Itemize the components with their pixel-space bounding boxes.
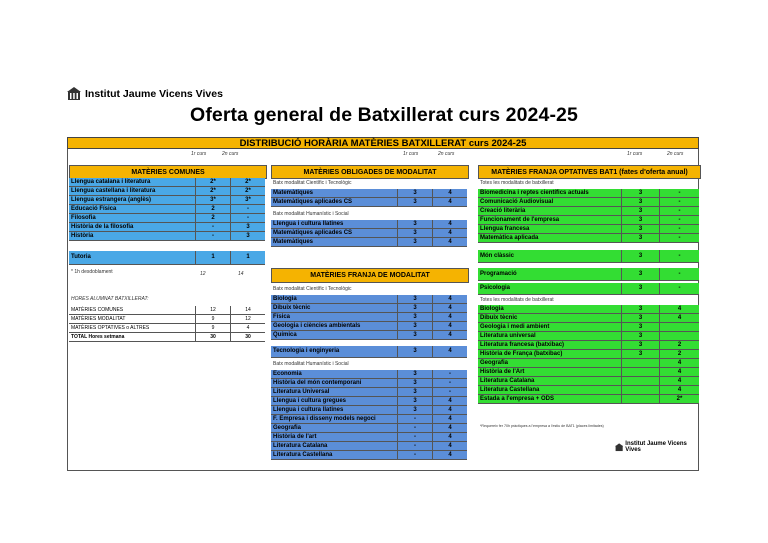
building-icon — [67, 87, 81, 101]
subject-name: Economia — [273, 371, 302, 377]
hours-second-year: 2 — [659, 341, 699, 349]
optatives-sub-1: Totes les modalitats de batxillerat — [480, 180, 554, 186]
subject-name: Programació — [480, 271, 517, 277]
table-row — [478, 216, 699, 225]
hours-second-year: 4 — [432, 229, 467, 237]
hours-first-year — [621, 395, 659, 403]
hores-title: HORES ALUMNAT BATXILLERAT: — [71, 296, 149, 302]
hours-first-year: 3 — [621, 198, 659, 206]
hours-second-year: 4 — [432, 451, 467, 459]
subject-name: Matemàtiques — [273, 239, 314, 245]
subject-name: Creació literària — [480, 208, 526, 214]
hours-first-year: 3 — [397, 198, 432, 206]
hours-second-year: 4 — [432, 322, 467, 330]
hours-second-year: 4 — [659, 386, 699, 394]
hours-second-year: 3* — [230, 196, 265, 204]
hours-second-year: 14 — [230, 306, 265, 314]
subject-name: Literatura Catalana — [273, 443, 328, 449]
hours-first-year: 3 — [621, 323, 659, 331]
subject-name: Geografia — [273, 425, 302, 431]
table-row — [271, 397, 467, 406]
table-row — [478, 225, 699, 234]
hours-first-year: 3 — [397, 322, 432, 330]
table-row — [271, 424, 467, 433]
table-row — [271, 451, 467, 460]
hours-first-year: 3 — [397, 331, 432, 339]
subject-name: Comunicació Audiovisual — [480, 199, 554, 205]
hours-second-year: 4 — [659, 359, 699, 367]
hours-second-year: 4 — [432, 198, 467, 206]
table-row — [69, 214, 265, 223]
hours-first-year: 1 — [195, 251, 230, 264]
footer-school-name: Institut Jaume Vicens Vives — [625, 441, 687, 453]
hours-second-year: 4 — [432, 295, 467, 303]
hours-first-year: 3 — [397, 304, 432, 312]
comunes-header-title: MATÈRIES COMUNES — [131, 168, 205, 176]
hours-first-year: 9 — [195, 315, 230, 323]
distribution-table — [67, 149, 699, 471]
hours-second-year: 4 — [432, 313, 467, 321]
col-header-second-year: 2n curs — [222, 151, 239, 157]
table-row — [69, 178, 265, 187]
hours-first-year: - — [397, 451, 432, 459]
hours-second-year: 4 — [432, 406, 467, 414]
hours-first-year: 3 — [621, 332, 659, 340]
col-header-second-year: 2n curs — [438, 151, 455, 157]
hours-second-year: 4 — [432, 238, 467, 246]
hours-first-year: 3 — [397, 313, 432, 321]
subject-name: Educació Física — [71, 206, 117, 212]
desdoblament-note: * 1h desdoblament — [71, 269, 113, 275]
table-row — [69, 251, 265, 265]
subject-name: Literatura francesa (batxibac) — [480, 342, 565, 348]
hours-first-year: 3 — [621, 189, 659, 197]
table-row — [69, 333, 265, 342]
table-row — [271, 304, 467, 313]
table-row — [478, 283, 699, 295]
subject-name: Matemàtica aplicada — [480, 235, 539, 241]
subject-name: Llengua i cultura llatines — [273, 221, 344, 227]
subject-name: Llengua francesa — [480, 226, 530, 232]
franja-sub-hs: Batx modalitat Humanístic i Social — [273, 361, 349, 367]
hours-first-year: 9 — [195, 324, 230, 332]
subject-name: MATÈRIES MODALITAT — [71, 316, 126, 322]
table-row — [478, 323, 699, 332]
col-header-second-year: 2n curs — [667, 151, 684, 157]
table-row — [271, 346, 467, 358]
school-logo — [67, 86, 223, 102]
subject-name: F. Empresa i disseny models negoci — [273, 416, 376, 422]
hours-first-year: 3 — [621, 283, 659, 294]
franja-header — [271, 268, 469, 283]
subject-name: Tutoria — [71, 254, 91, 260]
hours-second-year: 1 — [230, 251, 265, 264]
table-row — [69, 232, 265, 241]
subject-name: Llengua estrangera (anglès) — [71, 197, 152, 203]
subject-name: Química — [273, 332, 297, 338]
table-row — [478, 359, 699, 368]
hours-second-year: 3 — [230, 232, 265, 240]
hours-second-year: 4 — [432, 415, 467, 423]
franja-sub-ct: Batx modalitat Científic i Tecnològic — [273, 286, 352, 292]
optatives-header-title: MATÈRIES FRANJA OPTATIVES BAT1 (fates d'oferta anual) — [491, 168, 688, 176]
hours-first-year: 3 — [397, 388, 432, 396]
obligades-sub-hs: Batx modalitat Humanístic i Social — [273, 211, 349, 217]
hours-first-year: 3 — [397, 370, 432, 378]
hours-second-year: - — [432, 379, 467, 387]
hours-first-year: 2 — [195, 205, 230, 213]
hours-first-year: - — [397, 424, 432, 432]
subject-name: Història de l'art — [273, 434, 317, 440]
table-row — [69, 324, 265, 333]
subject-name: Literatura Universal — [273, 389, 330, 395]
subject-name: Biologia — [273, 296, 297, 302]
subject-name: Món clàssic — [480, 253, 515, 259]
col-header-first-year: 1r curs — [191, 151, 207, 157]
subject-name: Literatura Catalana — [480, 378, 535, 384]
table-row — [271, 189, 467, 198]
subject-name: Història de França (batxibac) — [480, 351, 563, 357]
hours-first-year: 3 — [397, 229, 432, 237]
hours-second-year: - — [659, 216, 699, 224]
hours-second-year: - — [432, 388, 467, 396]
subject-name: Literatura universal — [480, 333, 536, 339]
subject-name: Llengua i cultura llatines — [273, 407, 344, 413]
subject-name: Dibuix tècnic — [480, 315, 518, 321]
table-row — [478, 234, 699, 243]
hours-second-year: - — [659, 225, 699, 233]
subject-name: Biologia — [480, 306, 504, 312]
subject-name: Llengua catalana i literatura — [71, 179, 151, 185]
hours-second-year: 4 — [659, 314, 699, 322]
col-header-first-year: 1r curs — [627, 151, 643, 157]
hours-first-year: 12 — [195, 306, 230, 314]
hours-first-year: 3 — [621, 350, 659, 358]
hours-second-year: 3 — [230, 223, 265, 231]
work-experience-note: *Requereix fer 70h pràctiques a l'empresa a l'estiu de BAT1 (places limitades) — [480, 424, 604, 428]
hours-second-year: - — [659, 189, 699, 197]
subject-name: Història — [71, 233, 94, 239]
hours-first-year: 3 — [397, 189, 432, 197]
hours-second-year: 4 — [432, 397, 467, 405]
table-row — [478, 268, 699, 281]
hours-second-year: 4 — [432, 424, 467, 432]
subject-name: Tecnologia i enginyeria — [273, 348, 340, 354]
subject-name: Llengua castellana i literatura — [71, 188, 156, 194]
table-row — [69, 315, 265, 324]
subject-name: Història de l'Art — [480, 369, 525, 375]
subject-name: Biomedicina i reptes científics actuals — [480, 190, 589, 196]
hours-second-year: 4 — [432, 442, 467, 450]
table-row — [478, 305, 699, 314]
table-row — [478, 368, 699, 377]
page-title: Oferta general de Batxillerat curs 2024-25 — [190, 104, 578, 126]
hours-first-year: 30 — [195, 333, 230, 341]
subject-name: MATÈRIES COMUNES — [71, 307, 124, 313]
hours-second-year: 4 — [432, 346, 467, 357]
subject-name: Física — [273, 314, 291, 320]
hours-second-year: - — [659, 283, 699, 294]
hours-first-year: 3 — [397, 238, 432, 246]
table-row — [69, 306, 265, 315]
table-row — [271, 388, 467, 397]
hours-second-year: 30 — [230, 333, 265, 341]
hours-first-year: 3 — [621, 305, 659, 313]
subject-name: Estada a l'empresa + ODS — [480, 396, 554, 402]
table-row — [271, 442, 467, 451]
table-row — [478, 198, 699, 207]
table-row — [69, 205, 265, 214]
subject-name: Geologia i medi ambient — [480, 324, 550, 330]
hours-first-year: 3* — [195, 196, 230, 204]
obligades-header — [271, 165, 469, 179]
subject-name: MATÈRIES OPTATIVES o ALTRES — [71, 325, 150, 331]
table-row — [271, 295, 467, 304]
subject-name: Psicologia — [480, 285, 511, 291]
subject-name: Dibuix tècnic — [273, 305, 311, 311]
hours-first-year — [621, 377, 659, 385]
hours-second-year: - — [659, 198, 699, 206]
hours-second-year: 4 — [432, 189, 467, 197]
hours-first-year: - — [195, 232, 230, 240]
table-row — [271, 433, 467, 442]
building-icon — [615, 443, 623, 452]
total-comunes-second: 14 — [238, 271, 244, 277]
table-row — [478, 386, 699, 395]
subject-name: Geologia i ciències ambientals — [273, 323, 361, 329]
hours-second-year: - — [230, 214, 265, 222]
optatives-sub-2: Totes les modalitats de batxillerat — [480, 297, 554, 303]
hours-first-year: 3 — [397, 295, 432, 303]
table-row — [69, 196, 265, 205]
hours-first-year: 3 — [397, 379, 432, 387]
subject-name: Literatura Castellana — [273, 452, 333, 458]
hours-first-year: - — [397, 433, 432, 441]
hours-second-year: 4 — [659, 305, 699, 313]
hours-first-year — [621, 386, 659, 394]
table-row — [478, 314, 699, 323]
obligades-sub-ct: Batx modalitat Científic i Tecnològic — [273, 180, 352, 186]
hours-second-year: 2 — [659, 350, 699, 358]
hours-first-year: 3 — [621, 341, 659, 349]
hours-second-year: 4 — [432, 304, 467, 312]
hours-second-year: - — [230, 205, 265, 213]
table-banner: DISTRIBUCIÓ HORÀRIA MATÈRIES BATXILLERAT curs 2024-25 — [67, 137, 699, 149]
hours-first-year: 3 — [397, 406, 432, 414]
hours-first-year: - — [397, 415, 432, 423]
hours-first-year: 2* — [195, 178, 230, 186]
hours-second-year: 4 — [432, 331, 467, 339]
franja-header-title: MATÈRIES FRANJA DE MODALITAT — [310, 272, 430, 279]
hours-second-year: 4 — [659, 368, 699, 376]
hours-first-year: 3 — [621, 216, 659, 224]
table-row — [271, 379, 467, 388]
hours-first-year: 3 — [621, 250, 659, 262]
subject-name: Geografia — [480, 360, 509, 366]
subject-name: Llengua i cultura gregues — [273, 398, 347, 404]
hours-second-year: 2* — [230, 187, 265, 195]
hours-first-year: - — [195, 223, 230, 231]
obligades-header-title: MATÈRIES OBLIGADES DE MODALITAT — [303, 168, 437, 176]
table-row — [478, 395, 699, 404]
footer-logo — [615, 441, 698, 453]
hours-first-year: 3 — [397, 346, 432, 357]
hours-second-year — [659, 323, 699, 331]
school-name: Institut Jaume Vicens Vives — [85, 88, 223, 100]
subject-name: Literatura Castellana — [480, 387, 540, 393]
table-row — [271, 406, 467, 415]
hours-second-year: 2* — [230, 178, 265, 186]
hours-first-year — [621, 368, 659, 376]
hours-second-year: - — [659, 268, 699, 280]
table-row — [271, 198, 467, 207]
hours-first-year: 3 — [397, 220, 432, 228]
hours-second-year: - — [659, 234, 699, 242]
hours-first-year: 2* — [195, 187, 230, 195]
hours-first-year: 3 — [621, 207, 659, 215]
hours-second-year: - — [659, 207, 699, 215]
table-row — [478, 350, 699, 359]
table-row — [271, 229, 467, 238]
table-row — [478, 207, 699, 216]
subject-name: Història del món contemporani — [273, 380, 362, 386]
table-row — [271, 415, 467, 424]
hours-second-year: 4 — [432, 433, 467, 441]
table-row — [271, 238, 467, 247]
optatives-header — [478, 165, 701, 179]
hours-first-year: 3 — [621, 225, 659, 233]
subject-name: Matemàtiques aplicades CS — [273, 199, 353, 205]
hours-second-year — [659, 332, 699, 340]
table-row — [271, 370, 467, 379]
subject-name: Matemàtiques — [273, 190, 314, 196]
table-row — [69, 223, 265, 232]
table-row — [271, 220, 467, 229]
table-row — [271, 331, 467, 340]
comunes-header — [69, 165, 267, 179]
table-row — [271, 322, 467, 331]
hours-first-year: 3 — [621, 314, 659, 322]
hours-first-year: 2 — [195, 214, 230, 222]
subject-name: Funcionament de l'empresa — [480, 217, 560, 223]
subject-name: TOTAL Hores setmana — [71, 334, 125, 340]
table-row — [69, 187, 265, 196]
hours-first-year: 3 — [397, 397, 432, 405]
table-row — [478, 189, 699, 198]
hours-second-year: 2* — [659, 395, 699, 403]
hours-first-year: - — [397, 442, 432, 450]
hours-first-year: 3 — [621, 234, 659, 242]
table-row — [478, 377, 699, 386]
hours-first-year: 3 — [621, 268, 659, 280]
total-comunes-first: 12 — [200, 271, 206, 277]
hours-first-year — [621, 359, 659, 367]
table-row — [271, 313, 467, 322]
subject-name: Història de la filosofia — [71, 224, 134, 230]
subject-name: Filosofia — [71, 215, 96, 221]
col-header-first-year: 1r curs — [403, 151, 419, 157]
hours-second-year: 4 — [659, 377, 699, 385]
hours-second-year: 4 — [432, 220, 467, 228]
hours-second-year: 4 — [230, 324, 265, 332]
table-row — [478, 332, 699, 341]
table-row — [478, 250, 699, 263]
hours-second-year: - — [659, 250, 699, 262]
hours-second-year: - — [432, 370, 467, 378]
table-row — [478, 341, 699, 350]
hours-second-year: 12 — [230, 315, 265, 323]
subject-name: Matemàtiques aplicades CS — [273, 230, 353, 236]
